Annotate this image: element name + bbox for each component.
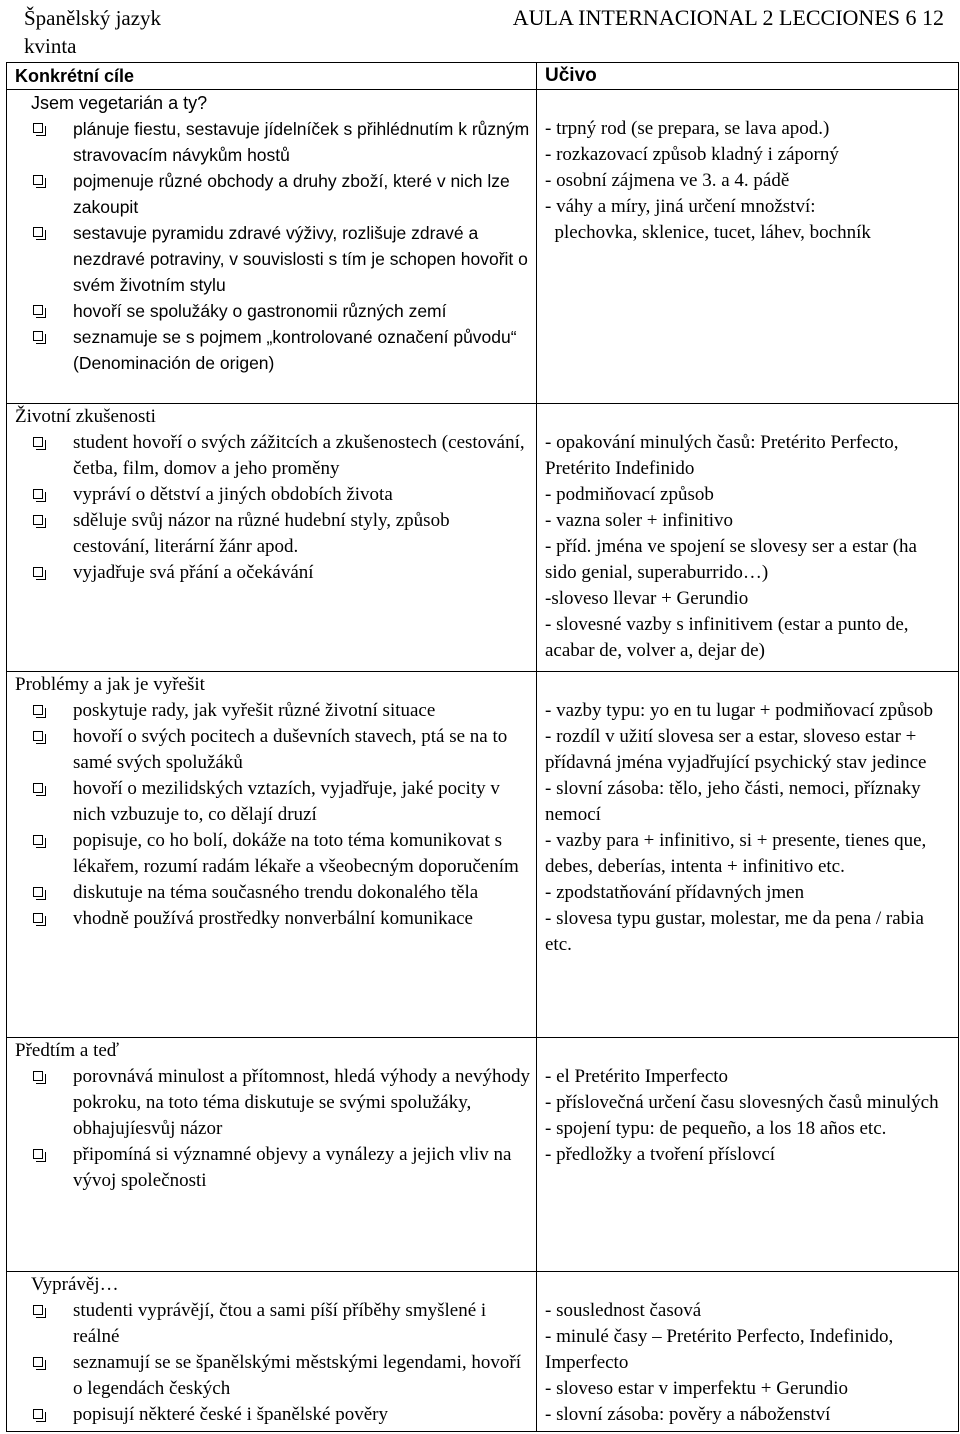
content-item: - slovní zásoba: pověry a náboženství — [545, 1404, 831, 1425]
list-item: plánuje fiestu, sestavuje jídelníček s přihlédnutím k různým stravovacím návykům hostů — [7, 116, 536, 168]
goals-list — [7, 1064, 536, 1194]
content-item: - váhy a míry, jiná určení množství: — [545, 196, 816, 217]
content-item: - sloveso estar v imperfektu + Gerundio — [545, 1378, 849, 1399]
content-item: - podmiňovací způsob — [545, 484, 714, 505]
table-row — [7, 1038, 959, 1272]
checkbox-icon — [33, 1357, 43, 1367]
content-list — [537, 404, 958, 664]
checkbox-icon — [33, 489, 43, 499]
section-title: Předtím a teď — [15, 1040, 120, 1061]
content-list — [537, 90, 958, 246]
content-list — [537, 672, 958, 958]
checkbox-icon — [33, 1149, 43, 1159]
goals-cell — [7, 90, 537, 404]
list-item: připomíná si významné objevy a vynálezy a jejich vliv na vývoj společnosti — [7, 1142, 536, 1194]
list-item: seznamuje se s pojmem „kontrolované označení původu“ (Denominación de origen) — [7, 324, 536, 376]
content-item: -sloveso llevar + Gerundio — [545, 588, 749, 609]
goals-cell — [7, 672, 537, 1038]
checkbox-icon — [33, 331, 43, 341]
list-item: studenti vyprávějí, čtou a sami píší příběhy smyšlené i reálné — [7, 1298, 536, 1350]
content-item: plechovka, sklenice, tucet, láhev, bochník — [545, 222, 871, 243]
content-item: - opakování minulých časů: Pretérito Perfecto, Pretérito Indefinido — [545, 432, 899, 479]
checkbox-icon — [33, 1409, 43, 1419]
list-item: diskutuje na téma současného trendu dokonalého těla — [7, 880, 536, 906]
checkbox-icon — [33, 1071, 43, 1081]
content-cell — [537, 404, 959, 672]
section-title: Vyprávěj… — [31, 1274, 119, 1295]
list-item: hovoří o svých pocitech a duševních stavech, ptá se na to samé svých spolužáků — [7, 724, 536, 776]
checkbox-icon — [33, 437, 43, 447]
checkbox-icon — [33, 835, 43, 845]
checkbox-icon — [33, 567, 43, 577]
content-item: - předložky a tvoření příslovcí — [545, 1144, 776, 1165]
document-header — [24, 4, 944, 56]
content-item: - příd. jména ve spojení se slovesy ser a estar (ha sido genial, superaburrido…) — [545, 536, 917, 583]
list-item: student hovoří o svých zážitcích a zkušenostech (cestování, četba, film, domov a jeho proměny — [7, 430, 536, 482]
content-item: - souslednost časová — [545, 1300, 702, 1321]
list-item: hovoří o mezilidských vztazích, vyjadřuje, jaké pocity v nich vzbuzuje to, co dělají druzí — [7, 776, 536, 828]
list-item: hovoří se spolužáky o gastronomii různých zemí — [7, 298, 536, 324]
curriculum-table — [6, 62, 959, 1432]
checkbox-icon — [33, 123, 43, 133]
subject-name: Španělský jazyk — [24, 6, 162, 30]
checkbox-icon — [33, 515, 43, 525]
content-item: - rozkazovací způsob kladný i záporný — [545, 144, 839, 165]
content-cell — [537, 1038, 959, 1272]
content-cell — [537, 672, 959, 1038]
goals-cell — [7, 1038, 537, 1272]
checkbox-icon — [33, 705, 43, 715]
list-item: sděluje svůj názor na různé hudební styly, způsob cestování, literární žánr apod. — [7, 508, 536, 560]
checkbox-icon — [33, 731, 43, 741]
checkbox-icon — [33, 227, 43, 237]
content-item: - minulé časy – Pretérito Perfecto, Indefinido, Imperfecto — [545, 1326, 894, 1373]
content-item: - slovesné vazby s infinitivem (estar a punto de, acabar de, volver a, dejar de) — [545, 614, 909, 661]
course-title: AULA INTERNACIONAL 2 LECCIONES 6 12 — [512, 5, 944, 30]
list-item: seznamují se se španělskými městskými legendami, hovoří o legendách českých — [7, 1350, 536, 1402]
table-header-row — [7, 63, 959, 90]
goals-list — [7, 698, 536, 932]
subject-info — [24, 4, 324, 60]
grade-name: kvinta — [24, 34, 77, 58]
table-row — [7, 404, 959, 672]
content-item: - slovesa typu gustar, molestar, me da pena / rabia etc. — [545, 908, 924, 955]
content-item: - el Pretérito Imperfecto — [545, 1066, 729, 1087]
goals-list — [7, 116, 536, 376]
content-cell — [537, 90, 959, 404]
list-item: popisují některé české i španělské pověry — [7, 1402, 536, 1428]
list-item: pojmenuje různé obchody a druhy zboží, které v nich lze zakoupit — [7, 168, 536, 220]
column-header-content: Učivo — [537, 63, 959, 90]
table-row — [7, 90, 959, 404]
content-cell — [537, 1272, 959, 1432]
content-item: - vazby typu: yo en tu lugar + podmiňovací způsob — [545, 700, 933, 721]
content-item: - vazby para + infinitivo, si + presente, tienes que, debes, deberías, intenta + infinitivo etc. — [545, 830, 927, 877]
content-list — [537, 1272, 958, 1428]
table-row — [7, 1272, 959, 1432]
list-item: porovnává minulost a přítomnost, hledá výhody a nevýhody pokroku, na toto téma diskutuje se svými spolužáky, obhajujíesvůj názor — [7, 1064, 536, 1142]
content-item: - zpodstatňování přídavných jmen — [545, 882, 805, 903]
list-item: vyjadřuje svá přání a očekávání — [7, 560, 536, 586]
goals-list — [7, 1298, 536, 1428]
content-item: - spojení typu: de pequeño, a los 18 años etc. — [545, 1118, 887, 1139]
checkbox-icon — [33, 913, 43, 923]
goals-cell — [7, 404, 537, 672]
section-title: Jsem vegetarián a ty? — [31, 93, 208, 113]
content-list — [537, 1038, 958, 1168]
checkbox-icon — [33, 175, 43, 185]
list-item: vypráví o dětství a jiných obdobích života — [7, 482, 536, 508]
goals-cell — [7, 1272, 537, 1432]
content-item: - vazna soler + infinitivo — [545, 510, 733, 531]
content-item: - rozdíl v užití slovesa ser a estar, sloveso estar + přídavná jména vyjadřující psychický stav jedince — [545, 726, 927, 773]
goals-list — [7, 430, 536, 586]
list-item: popisuje, co ho bolí, dokáže na toto téma komunikovat s lékařem, rozumí radám lékaře a všeobecným doporučením — [7, 828, 536, 880]
checkbox-icon — [33, 887, 43, 897]
checkbox-icon — [33, 783, 43, 793]
section-title: Životní zkušenosti — [15, 406, 156, 427]
content-item: - příslovečná určení času slovesných časů minulých — [545, 1092, 939, 1113]
list-item: vhodně používá prostředky nonverbální komunikace — [7, 906, 536, 932]
content-item: - slovní zásoba: tělo, jeho části, nemoci, příznaky nemocí — [545, 778, 921, 825]
content-item: - trpný rod (se prepara, se lava apod.) — [545, 118, 830, 139]
column-header-goals: Konkrétní cíle — [7, 63, 537, 90]
content-item: - osobní zájmena ve 3. a 4. pádě — [545, 170, 790, 191]
table-row — [7, 672, 959, 1038]
list-item: sestavuje pyramidu zdravé výživy, rozlišuje zdravé a nezdravé potraviny, v souvislosti s tím je schopen hovořit o svém životním stylu — [7, 220, 536, 298]
list-item: poskytuje rady, jak vyřešit různé životní situace — [7, 698, 536, 724]
checkbox-icon — [33, 1305, 43, 1315]
checkbox-icon — [33, 305, 43, 315]
section-title: Problémy a jak je vyřešit — [15, 674, 205, 695]
